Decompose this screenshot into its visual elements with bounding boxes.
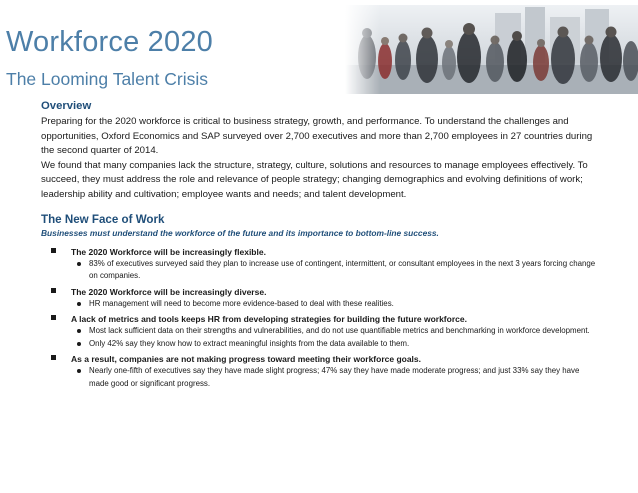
round-bullet-icon — [77, 369, 81, 373]
round-bullet-icon — [77, 262, 81, 266]
detail-text: Nearly one-fifth of executives say they have made slight progress; 47% say they have made moderate progress; and just 33% say they have made good or significant progress. — [89, 366, 580, 388]
finding-text: As a result, companies are not making progress toward meeting their workforce goals. — [71, 354, 422, 365]
new-face-heading: The New Face of Work — [41, 212, 165, 226]
square-bullet-icon — [51, 315, 56, 320]
detail-item — [71, 298, 601, 311]
square-bullet-icon — [51, 248, 56, 253]
page-subtitle: The Looming Talent Crisis — [6, 69, 208, 89]
round-bullet-icon — [77, 302, 81, 306]
header-photo — [345, 5, 638, 94]
detail-text: Only 42% say they know how to extract meaningful insights from the data available to them. — [89, 338, 410, 348]
finding-item — [41, 246, 601, 283]
finding-item — [41, 313, 601, 350]
finding-item — [41, 286, 601, 311]
detail-item — [71, 338, 601, 351]
overview-heading: Overview — [41, 100, 92, 112]
finding-details — [71, 298, 601, 311]
overview-paragraph: Preparing for the 2020 workforce is critical to business strategy, growth, and performance. To understand the challenges and opportunities, Oxford Economics and SAP surveyed over 2,700 executives and more than 2,700 employees in 27 countries during the second quarter of 2014. — [41, 116, 593, 157]
finding-text: A lack of metrics and tools keeps HR from developing strategies for building the future workforce. — [71, 314, 467, 325]
square-bullet-icon — [51, 355, 56, 360]
finding-details — [71, 365, 601, 390]
square-bullet-icon — [51, 288, 56, 293]
detail-text: HR management will need to become more evidence-based to deal with these realities. — [89, 298, 394, 308]
detail-text: Most lack sufficient data on their strengths and vulnerabilities, and do not use quantifiable metrics and benchmarking in workforce development. — [89, 326, 590, 336]
findings-list — [41, 246, 601, 391]
detail-item — [71, 258, 601, 283]
new-face-lead: Businesses must understand the workforce of the future and its importance to bottom-line success. — [41, 227, 439, 238]
round-bullet-icon — [77, 329, 81, 333]
overview-paragraph: We found that many companies lack the structure, strategy, culture, solutions and resources to manage employees effectively. To succeed, they must address the role and relevance of people strategy; changing demographics and evolving definitions of work; leadership ability and cultivation; employee wants and needs; and talent development. — [41, 159, 588, 200]
detail-item — [71, 365, 601, 390]
round-bullet-icon — [77, 342, 81, 346]
finding-item — [41, 353, 601, 390]
finding-text: The 2020 Workforce will be increasingly flexible. — [71, 246, 266, 257]
detail-text: 83% of executives surveyed said they plan to increase use of contingent, intermittent, or consultant employees in the next 3 years forcing change on companies. — [89, 258, 596, 281]
finding-details — [71, 325, 601, 350]
main-content — [41, 100, 601, 393]
finding-text: The 2020 Workforce will be increasingly diverse. — [71, 286, 267, 297]
finding-details — [71, 258, 601, 283]
detail-item — [71, 325, 601, 338]
page-title: Workforce 2020 — [6, 26, 213, 58]
